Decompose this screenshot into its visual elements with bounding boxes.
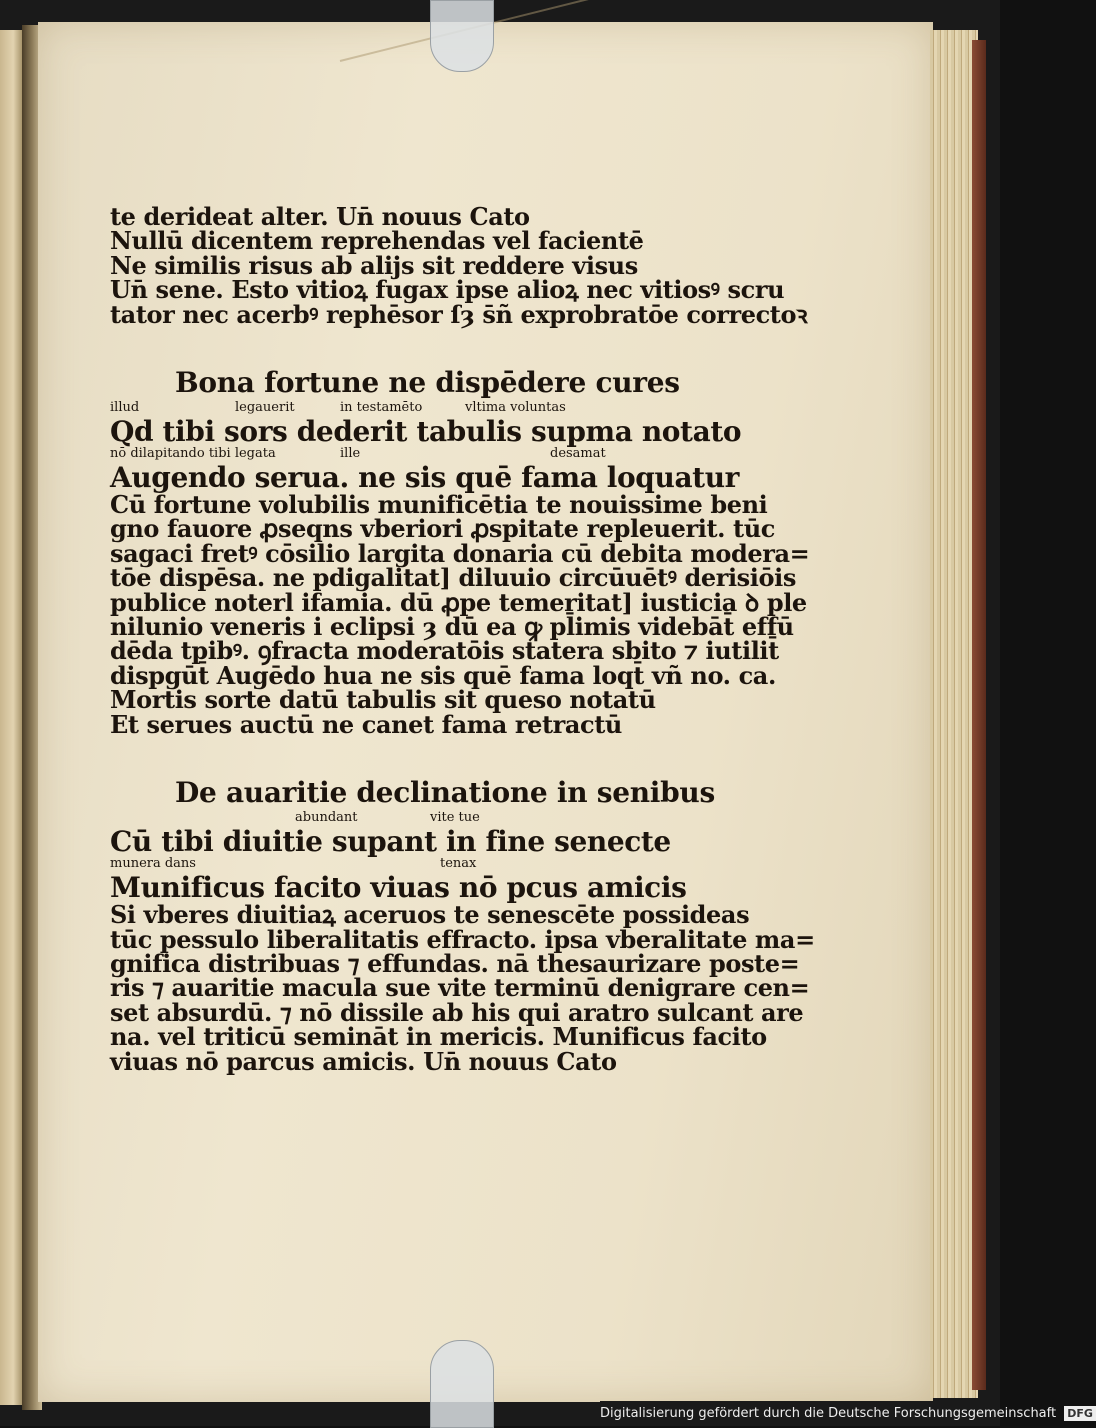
page-edges <box>930 30 978 1398</box>
text-line: gnifica distribuas ⁊ effundas. nā thesaurizare poste= <box>110 948 800 978</box>
text-line: na. vel triticū semināt in mericis. Munificus facito <box>110 1022 767 1052</box>
text-line: sagaci fretꝰ cōsilio largita donaria cū debita modera= <box>110 538 810 568</box>
gloss-word: desamat <box>550 446 606 462</box>
text-line: Si vberes diuitiaꝝ aceruos te senescēte possideas <box>110 900 750 930</box>
verse-line: Augendo serua. ne sis quē fama loquatur <box>110 461 740 495</box>
text-line: Et serues auctū ne canet fama retractū <box>110 709 622 739</box>
text-line: viuas nō parcus amicis. Un̄ nouus Cato <box>110 1046 617 1076</box>
text-line: publice noterl ifamia. dū ꝓpe temeritat] iusticia ꝺ ple <box>110 587 807 617</box>
section-2 <box>110 365 810 739</box>
gloss-word: ille <box>340 446 361 462</box>
footer-text: Digitalisierung gefördert durch die Deutsche Forschungsgemeinschaft <box>600 1406 1057 1421</box>
verse-line: Qd tibi sors dederit tabulis supma notato <box>110 415 742 449</box>
top-holder-clip <box>430 0 494 72</box>
text-line: dēda tpibꝰ. ꝯfracta moderatōis statera sbito ⁊ iutilit̄ <box>110 636 779 666</box>
section-heading: Bona fortune ne dispēdere cures <box>175 366 680 400</box>
interlinear-gloss <box>110 447 680 463</box>
section-gap <box>110 327 680 365</box>
interlinear-gloss <box>110 811 680 827</box>
gloss-word: nō dilapitando tibi legata <box>110 446 276 462</box>
text-line: Mortis sorte datū tabulis sit queso notatū <box>110 685 656 715</box>
bottom-holder-clip <box>430 1340 494 1428</box>
section-heading: De auaritie declinatione in senibus <box>175 776 715 810</box>
section-gap <box>110 737 680 775</box>
section-3 <box>110 775 815 1076</box>
gloss-word: munera dans <box>110 856 196 872</box>
text-line: tator nec acerbꝰ rephēsor ſȝ s̄ñ exprobratōe correctoꝛ <box>110 299 808 329</box>
text-line: ris ⁊ auaritie macula sue vite terminū denigrare cen= <box>110 973 810 1003</box>
gloss-word: illud <box>110 400 140 416</box>
text-line: gno fauore ꝓseqns vberiori ꝓspitate repleuerit. tūc <box>110 514 775 544</box>
dfg-logo: DFG <box>1064 1406 1096 1421</box>
text-line: Ne similis risus ab alijs sit reddere visus <box>110 250 638 280</box>
text-line: dispgūt̄ Augēdo hua ne sis quē fama loqt̄ vñ no. ca. <box>110 660 776 690</box>
gloss-word: abundant <box>295 810 358 826</box>
gloss-word: in testamēto <box>340 400 423 416</box>
interlinear-gloss <box>110 857 680 873</box>
interlinear-gloss <box>110 401 680 417</box>
text-line: tōe dispēsa. ne pdigalitat] diluuio circūuētꝰ derisiōis <box>110 563 796 593</box>
verse-line: Munificus facito viuas nō pcus amicis <box>110 871 687 905</box>
verse-line: Cū tibi diuitie supant in fine senecte <box>110 825 671 859</box>
text-block <box>110 202 815 1076</box>
text-line: Nullū dicentem reprehendas vel facientē <box>110 226 644 256</box>
section-1 <box>110 202 808 329</box>
left-page-edge <box>0 30 22 1405</box>
cover-edge <box>972 40 986 1390</box>
gloss-word: tenax <box>440 856 477 872</box>
text-line: nilunio veneris i eclipsi ȝ dū ea ꝙ pl̄imis videbāt̄ effū <box>110 612 794 642</box>
text-line: set absurdū. ⁊ nō dissile ab his qui aratro sulcant are <box>110 997 804 1027</box>
text-line: Cū fortune volubilis munificētia te nouissime beni <box>110 490 768 520</box>
digitization-footer <box>600 1401 1093 1426</box>
text-line: te derideat alter. Un̄ nouus Cato <box>110 202 530 231</box>
gloss-word: legauerit <box>235 400 295 416</box>
text-line: Un̄ sene. Esto vitioꝝ fugax ipse alioꝝ nec vitiosꝰ scru <box>110 275 785 305</box>
gloss-word: vite tue <box>430 810 480 826</box>
gloss-word: vltima voluntas <box>465 400 566 416</box>
text-line: tūc pessulo liberalitatis effracto. ipsa vberalitate ma= <box>110 924 815 954</box>
